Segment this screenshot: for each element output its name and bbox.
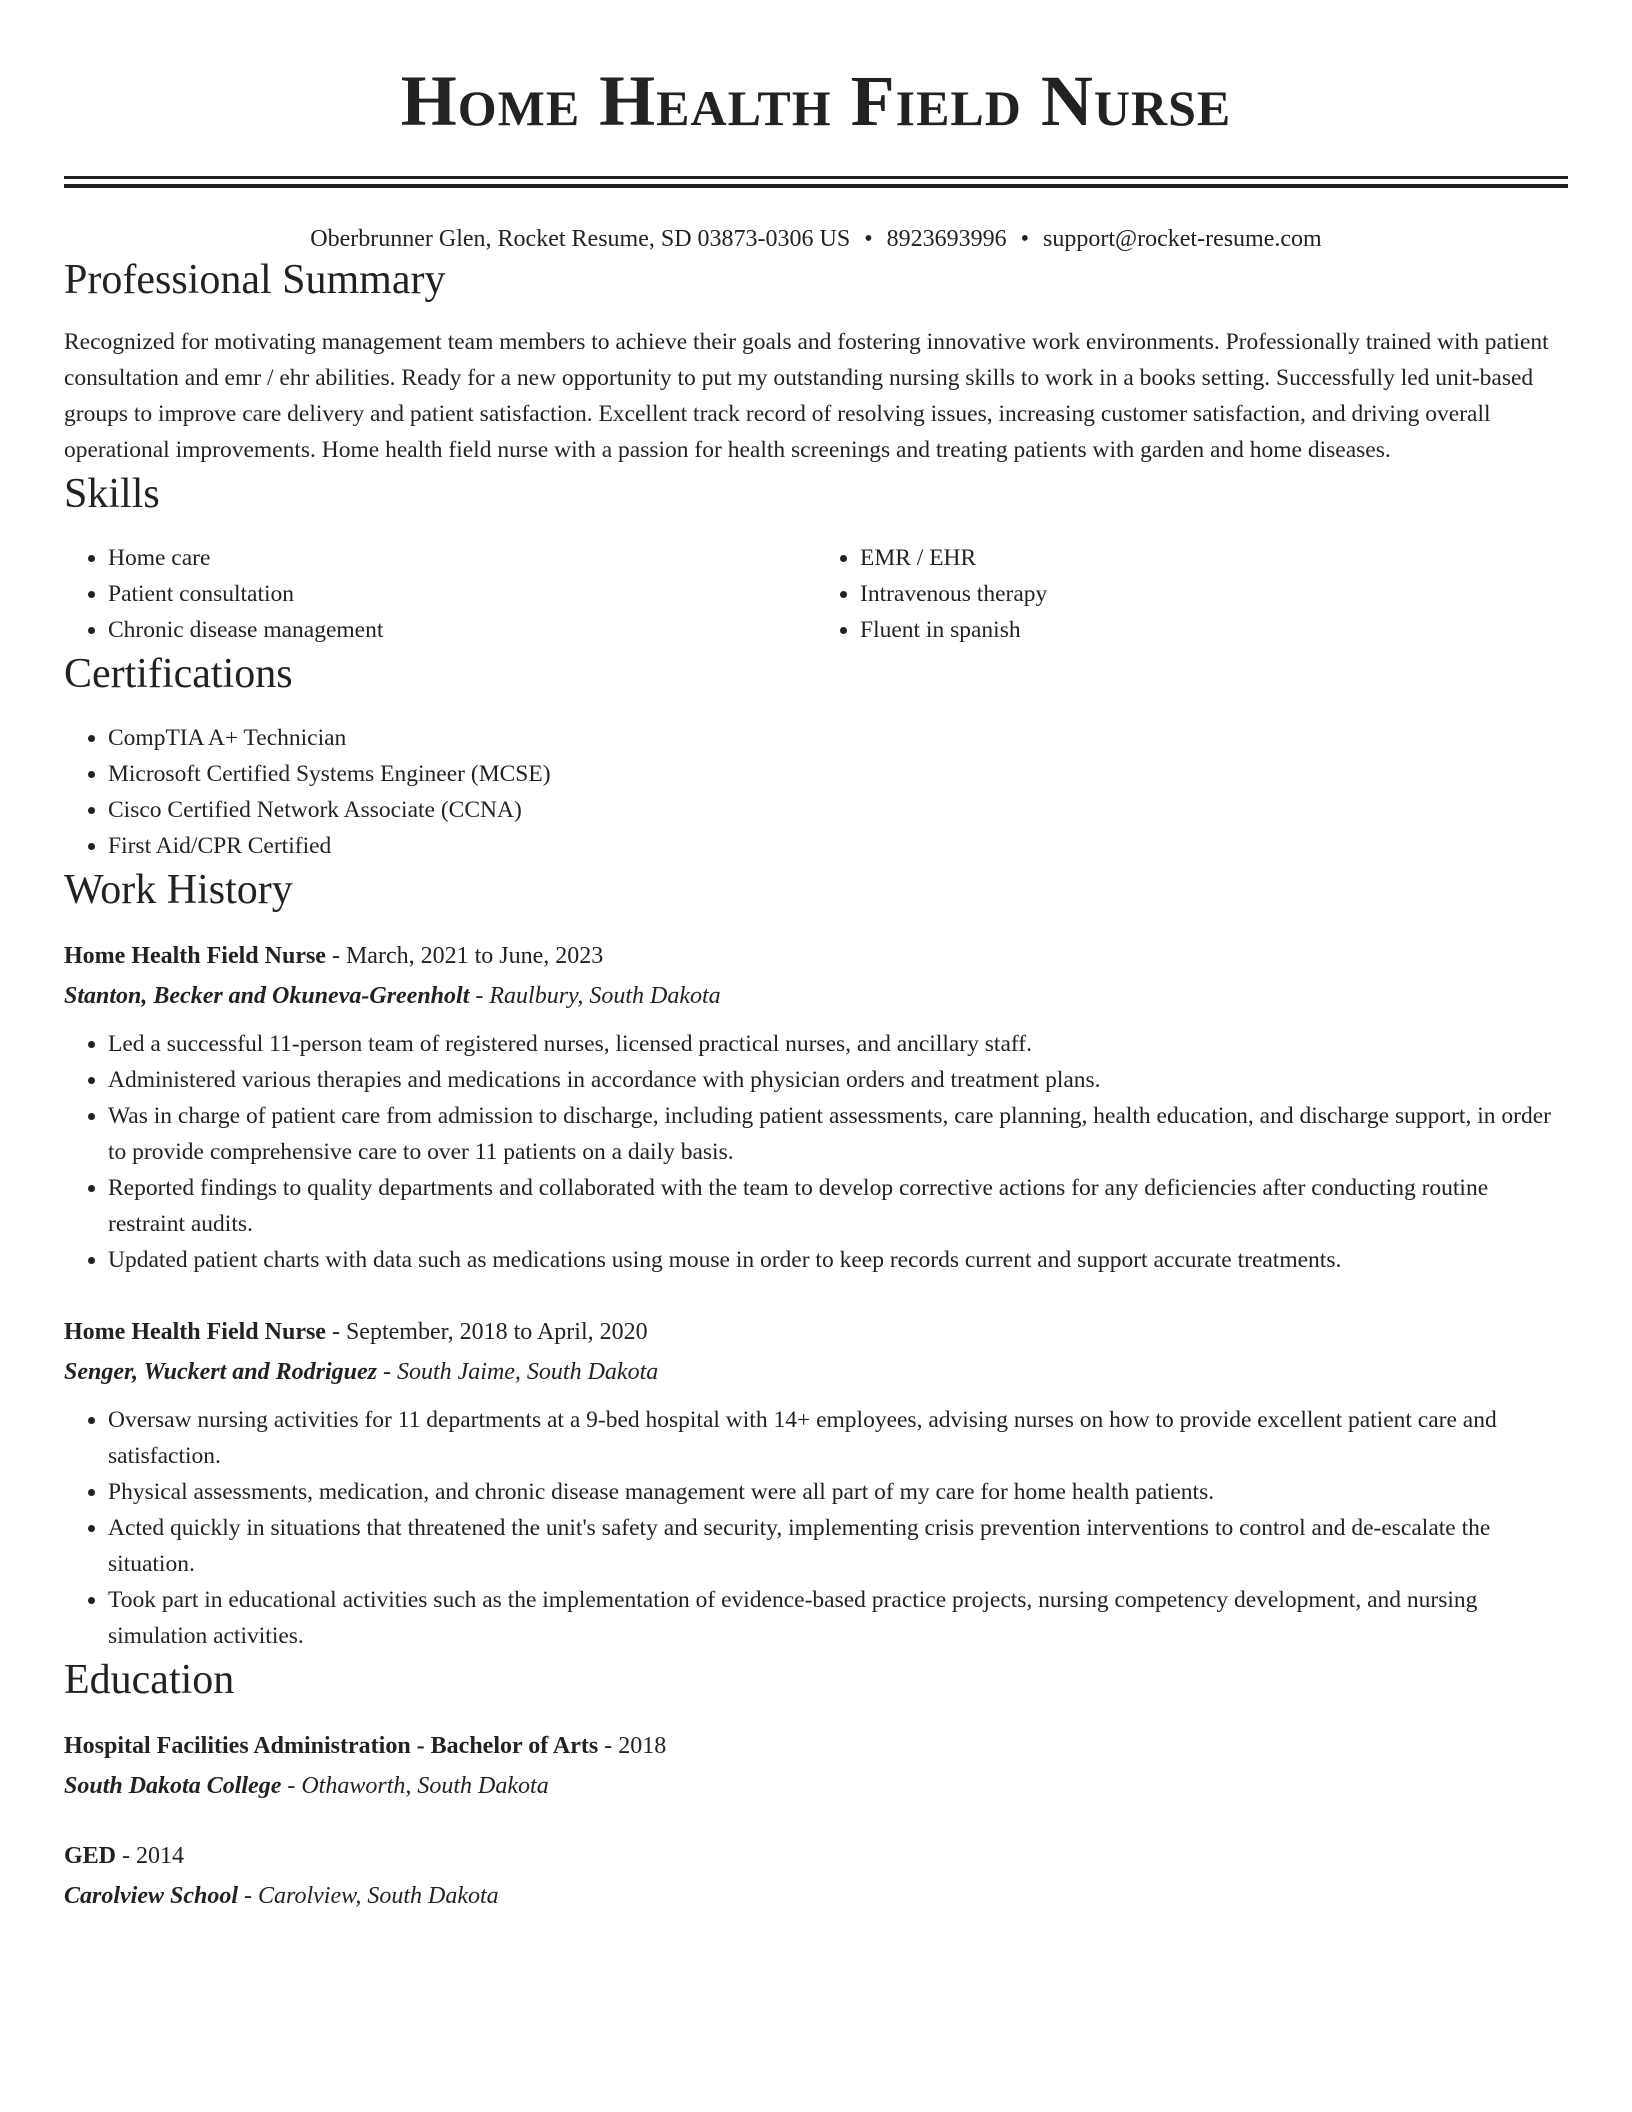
certification-item: • Microsoft Certified Systems Engineer (MCSE) — [108, 756, 1568, 792]
skill-item: • Chronic disease management — [108, 612, 816, 648]
education-school: South Dakota College — [64, 1773, 282, 1799]
job-company: Stanton, Becker and Okuneva-Greenholt — [64, 983, 470, 1009]
education-school-line — [64, 1876, 1568, 1916]
skills-column-left — [64, 540, 816, 648]
job-bullet: • Was in charge of patient care from admission to discharge, including patient assessments, care planning, health education, and discharge support, in order to provide comprehensive care to over 11 patients on a daily basis. — [108, 1098, 1568, 1170]
education-degree-line — [64, 1836, 1568, 1876]
education-location: - Carolview, South Dakota — [238, 1883, 499, 1909]
contact-email: support@rocket-resume.com — [1043, 226, 1322, 252]
job-title-line — [64, 1312, 1568, 1352]
education-degree: GED — [64, 1843, 117, 1869]
job-title: Home Health Field Nurse — [64, 943, 326, 969]
job-company-line — [64, 976, 1568, 1016]
skill-item: • EMR / EHR — [860, 540, 1568, 576]
resume-title: Home Health Field Nurse — [400, 61, 1232, 141]
job-bullet: • Reported findings to quality departments and collaborated with the team to develop corrective actions for any deficiencies after conducting routine restraint audits. — [108, 1170, 1568, 1242]
education-school-line — [64, 1766, 1568, 1806]
certification-item: • Cisco Certified Network Associate (CCNA) — [108, 792, 1568, 828]
job-company: Senger, Wuckert and Rodriguez — [64, 1359, 377, 1385]
job-bullets — [64, 1026, 1568, 1278]
certification-item: • CompTIA A+ Technician — [108, 720, 1568, 756]
job-dates: - March, 2021 to June, 2023 — [325, 943, 604, 969]
job-bullet: • Acted quickly in situations that threatened the unit's safety and security, implementing crisis prevention interventions to control and de-escalate the situation. — [108, 1510, 1568, 1582]
education-degree: Hospital Facilities Administration - Bachelor of Arts — [64, 1733, 599, 1759]
education-entry — [64, 1726, 1568, 1806]
contact-address: Oberbrunner Glen, Rocket Resume, SD 03873-0306 US — [310, 226, 851, 252]
contact-line — [64, 224, 1568, 254]
skills-heading: Skills — [64, 471, 160, 517]
work-history-heading: Work History — [64, 867, 293, 913]
skill-item: • Patient consultation — [108, 576, 816, 612]
skill-item: • Home care — [108, 540, 816, 576]
job-location: - South Jaime, South Dakota — [376, 1359, 659, 1385]
education-location: - Othaworth, South Dakota — [281, 1773, 549, 1799]
job-title: Home Health Field Nurse — [64, 1319, 326, 1345]
education-year: - 2018 — [598, 1733, 667, 1759]
education-degree-line — [64, 1726, 1568, 1766]
education-entry — [64, 1836, 1568, 1916]
certifications-heading: Certifications — [64, 651, 293, 697]
education-year: - 2014 — [116, 1843, 185, 1869]
skills-grid — [64, 540, 1568, 648]
job-title-line — [64, 936, 1568, 976]
job-company-line — [64, 1352, 1568, 1392]
education-heading: Education — [64, 1657, 235, 1703]
job-bullet: • Took part in educational activities such as the implementation of evidence-based practice projects, nursing competency development, and nursing simulation activities. — [108, 1582, 1568, 1654]
skills-column-right — [816, 540, 1568, 648]
job-bullets — [64, 1402, 1568, 1654]
contact-phone: 8923693996 — [886, 226, 1007, 252]
summary-text: Recognized for motivating management team members to achieve their goals and fostering innovative work environments. Professionally trained with patient consultation and emr / ehr abilities. Ready for a new opportunity to put my outstanding nursing skills to work in a books setting. Successfully led unit-based groups to improve care delivery and patient satisfaction. Excellent track record of resolving issues, increasing customer satisfaction, and driving overall operational improvements. Home health field nurse with a passion for health screenings and treating patients with garden and home diseases. — [64, 329, 1549, 463]
job-bullet: • Physical assessments, medication, and chronic disease management were all part of my care for home health patients. — [108, 1474, 1568, 1510]
contact-separator: • — [1020, 226, 1030, 252]
job-dates: - September, 2018 to April, 2020 — [325, 1319, 648, 1345]
skill-item: • Fluent in spanish — [860, 612, 1568, 648]
job-entry — [64, 1312, 1568, 1654]
summary-heading: Professional Summary — [64, 257, 446, 303]
job-bullet: • Administered various therapies and medications in accordance with physician orders and treatment plans. — [108, 1062, 1568, 1098]
education-school: Carolview School — [64, 1883, 239, 1909]
job-bullet: • Updated patient charts with data such as medications using mouse in order to keep records current and support accurate treatments. — [108, 1242, 1568, 1278]
certification-item: • First Aid/CPR Certified — [108, 828, 1568, 864]
certifications-list — [64, 720, 1568, 864]
job-location: - Raulbury, South Dakota — [469, 983, 721, 1009]
job-entry — [64, 936, 1568, 1278]
contact-separator: • — [864, 226, 873, 252]
job-bullet: • Led a successful 11-person team of registered nurses, licensed practical nurses, and ancillary staff. — [108, 1026, 1568, 1062]
title-divider — [64, 176, 1568, 188]
job-bullet: • Oversaw nursing activities for 11 departments at a 9-bed hospital with 14+ employees, advising nurses on how to provide excellent patient care and satisfaction. — [108, 1402, 1568, 1474]
skill-item: • Intravenous therapy — [860, 576, 1568, 612]
